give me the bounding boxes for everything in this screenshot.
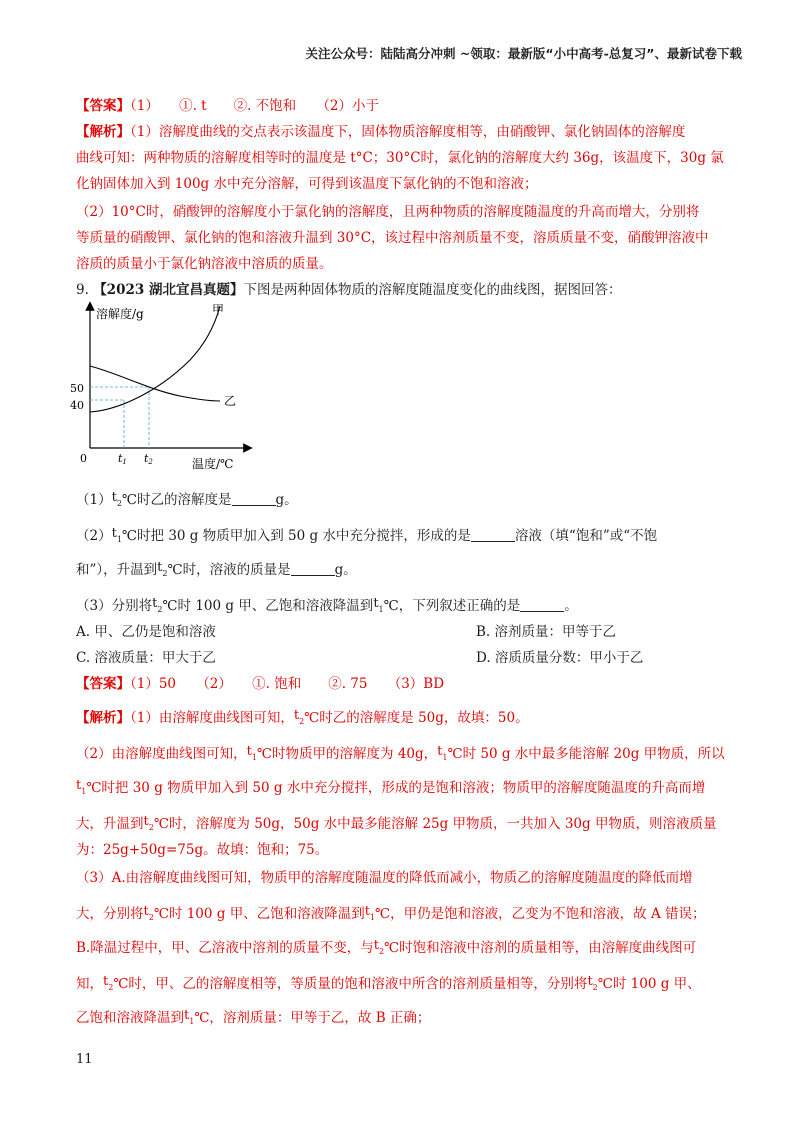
answer-blank[interactable] — [471, 528, 515, 542]
q9-analysis-2: 为：25g+50g=75g。故填：饱和；75。 — [76, 842, 329, 858]
x-axis-label: 温度/℃ — [192, 457, 234, 471]
options-row-1 — [76, 622, 742, 642]
analysis-text: 溶质的质量小于氯化钠溶液中溶质的质量。 — [76, 256, 333, 272]
q9-analysis-3: 乙饱和溶液降温到$t_1℃$，溶剂质量：甲等于乙，故 B 正确； — [76, 1008, 431, 1026]
sub-question-2-cont: 和”），升温到$t_2℃$时，溶液的质量是 g。 — [76, 560, 357, 578]
option-a: A. 甲、乙仍是饱和溶液 — [76, 624, 216, 640]
answer-tag: 【答案】 — [76, 676, 130, 692]
analysis-tag: 【解析】 — [76, 124, 130, 140]
q9-analysis-2: （2）由溶解度曲线图可知，$t_1℃$时物质甲的溶解度为 40g，$t_1℃$时 50 g 水中最多能溶解 20g 甲物质，所以 — [76, 744, 725, 762]
q9-answer — [76, 674, 742, 694]
sub-question-1: $(1)t_2℃$时乙的溶解度是 g。 — [76, 490, 298, 508]
analysis-text: 曲线可知：两种物质的溶解度相等时的温度是 t°C；30°C时，氯化钠的溶解度大约 36g，该温度下，30g 氯 — [76, 150, 724, 166]
sub-question-3: （3）分别将$t_2℃$时 100 g 甲、乙饱和溶液降温到$t_1℃$，下列叙述正确的是 。 — [76, 596, 578, 614]
question-source: 【2023 湖北宜昌真题】 — [93, 282, 244, 298]
curve-yi — [90, 366, 220, 401]
answer-text: （1）50 （2） ①. 饱和 ②. 75 （3）BD — [130, 676, 445, 692]
y-tick-label-50: 50 — [70, 382, 84, 395]
answer-blank[interactable] — [291, 562, 335, 576]
answer-blank[interactable] — [520, 598, 564, 612]
q9-analysis-1: 【解析】（1）由溶解度曲线图可知，$t_2℃$时乙的溶解度是 50g，故填：50。 — [76, 708, 529, 726]
question-stem — [76, 280, 742, 300]
option-d: D. 溶质质量分数：甲小于乙 — [476, 650, 644, 666]
analysis-tag: 【解析】 — [76, 710, 130, 726]
answer-tag: 【答案】 — [76, 98, 130, 114]
prev-analysis-line — [76, 122, 742, 142]
curve-jia — [90, 306, 220, 412]
x-tick-t1: t1 — [118, 452, 127, 466]
analysis-text: （2）10°C时，硝酸钾的溶解度小于氯化钠的溶解度，且两种物质的溶解度随温度的升高而增大，分别将 — [76, 204, 700, 220]
series-label-yi: 乙 — [224, 394, 237, 408]
prev-answer — [76, 96, 742, 116]
options-row-2 — [76, 648, 742, 668]
question-text: 下图是两种固体物质的溶解度随温度变化的曲线图，据图回答： — [243, 282, 622, 298]
page-header: 关注公众号：陆陆高分冲刺 ~领取：最新版“小中高考-总复习”、最新试卷下载 — [305, 46, 742, 61]
y-axis-label: 溶解度/g — [96, 307, 144, 321]
analysis-text: （1）溶解度曲线的交点表示该温度下，固体物质溶解度相等，由硝酸钾、氯化钠固体的溶解度 — [130, 124, 686, 140]
q9-analysis-2: 大，升温到$t_2℃$时，溶解度为 50g，50g 水中最多能溶解 25g 甲物质，一共加入 30g 甲物质，则溶液质量 — [76, 814, 717, 832]
page-number: 11 — [76, 1052, 93, 1067]
y-tick-label-40: 40 — [70, 399, 84, 412]
answer-text: （1） ①. t ②. 不饱和 （2）小于 — [130, 98, 380, 114]
series-label-jia: 甲 — [212, 303, 225, 317]
x-tick-t2: t2 — [144, 452, 153, 466]
origin-label: 0 — [80, 452, 87, 465]
q9-analysis-3: （3）A.由溶解度曲线图可知，物质甲的溶解度随温度的降低而减小，物质乙的溶解度随温度的降低而增 — [76, 870, 693, 886]
answer-blank[interactable] — [232, 492, 276, 506]
q9-analysis-2: $t_1℃$时把 30 g 物质甲加入到 50 g 水中充分搅拌，形成的是饱和溶液；物质甲的溶解度随温度的升高而增 — [76, 778, 706, 796]
question-number: 9. — [76, 282, 89, 298]
option-b: B. 溶剂质量：甲等于乙 — [476, 624, 617, 640]
q9-analysis-3: 知，$t_2℃$时，甲、乙的溶解度相等，等质量的饱和溶液中所含的溶剂质量相等，分别将$t_2℃$时 100 g 甲、 — [76, 974, 701, 992]
solubility-chart — [70, 300, 280, 480]
q9-analysis-3: B.降温过程中，甲、乙溶液中溶剂的质量不变，与$t_2℃$时饱和溶液中溶剂的质量相等，由溶解度曲线图可 — [76, 938, 697, 956]
q9-analysis-3: 大，分别将$t_2℃$时 100 g 甲、乙饱和溶液降温到$t_1℃$，甲仍是饱和溶液，乙变为不饱和溶液，故 A 错误； — [76, 904, 706, 922]
sub-question-2: $(2)t_1℃$时把 30 g 物质甲加入到 50 g 水中充分搅拌，形成的是 溶液（填“饱和”或“不饱 — [76, 526, 658, 544]
analysis-text: 化钠固体加入到 100g 水中充分溶解，可得到该温度下氯化钠的不饱和溶液； — [76, 176, 538, 192]
analysis-text: 等质量的硝酸钾、氯化钠的饱和溶液升温到 30°C，该过程中溶剂质量不变，溶质质量不变，硝酸钾溶液中 — [76, 230, 709, 246]
option-c: C. 溶液质量：甲大于乙 — [76, 650, 216, 666]
